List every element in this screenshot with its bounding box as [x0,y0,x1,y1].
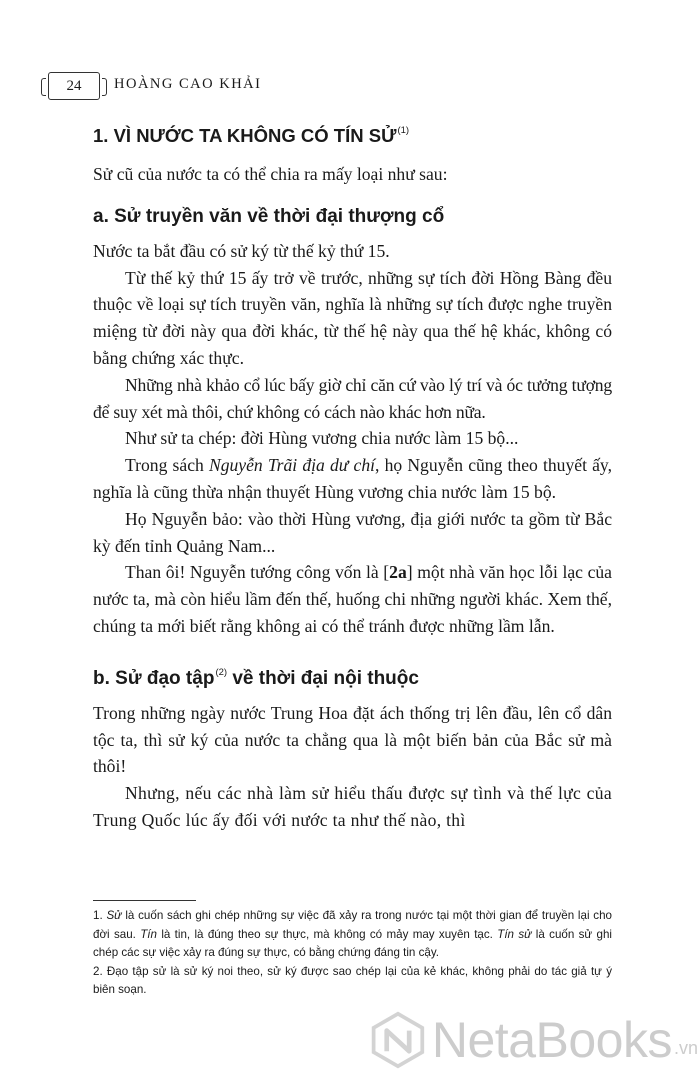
page-header [40,68,660,102]
paragraph-b1: Trong những ngày nước Trung Hoa đặt ách thống trị lên đầu, lên cổ dân tộc ta, thì sử ký của nước ta chẳng qua là một biến bản của Bắc sử mà thôi! [93,702,612,777]
footnote-ref-2[interactable]: (2) [215,666,228,678]
watermark [368,1000,698,1080]
footnote-ref-1[interactable]: (1) [397,125,410,136]
paragraph-b2: Nhưng, nếu các nhà làm sử hiểu thấu được sự tình và thế lực của Trung Quốc lúc ấy đối với nước ta như thế nào, thì [93,783,612,830]
paragraph-a7: Than ôi! Nguyễn tướng công vốn là [2a] một nhà văn học lỗi lạc của nước ta, mà còn hiểu lầm đến thế, huống chi những người khác. Xem thế, chúng ta mới biết rằng không ai có thể tránh được những lầm lẫn. [93,562,612,636]
paragraph-a4: Như sử ta chép: đời Hùng vương chia nước làm 15 bộ... [125,428,519,449]
footnote-2: 2. Đạo tập sử là sử ký noi theo, sử ký được sao chép lại của kẻ khác, không phải do tác giả tự ý biên soạn. [93,964,612,997]
paragraph-a1: Nước ta bắt đầu có sử ký từ thế kỷ thứ 15. [93,240,390,261]
subheading-b: b. Sử đạo tập$^{(2)}$ về thời đại nội thuộc [93,666,419,689]
watermark-suffix: .vn [673,1037,698,1058]
running-title: HOÀNG CAO KHẢI [114,76,262,92]
paragraph-a3: Những nhà khảo cổ lúc bấy giờ chỉ căn cứ vào lý trí và óc tưởng tượng để suy xét mà thôi, chứ không có cách nào khác hơn nữa. [93,374,612,422]
book-title: Nguyễn Trãi địa dư chí [208,455,376,476]
footnote-divider [93,900,196,901]
paragraph-a5: Trong sách Nguyễn Trãi địa dư chí, họ Nguyễn cũng theo thuyết ấy, nghĩa là cũng thừa nhận thuyết Hùng vương chia nước làm 15 bộ. [93,455,612,502]
section-heading-1: 1. VÌ NƯỚC TA KHÔNG CÓ TÍN SỬ$^{(1)}$ [93,125,410,146]
page-marker: 2a [389,562,407,583]
intro-paragraph: Sử cũ của nước ta có thể chia ra mấy loại như sau: [93,164,448,184]
footnotes [93,900,612,1000]
paragraph-a2: Từ thế kỷ thứ 15 ấy trở về trước, những sự tích đời Hồng Bàng đều thuộc về loại sự tích truyền văn, nghĩa là những sự tích được nghe truyền miệng từ đời này qua đời khác, từ thế hệ này qua thế hệ khác, không có bằng chứng xác thực. [93,267,612,368]
footnote-1: 1. Sử là cuốn sách ghi chép những sự việc đã xảy ra trong nước tại một thời gian để truyền lại cho đời sau. Tín là tin, là đúng theo sự thực, mà không có mảy may xuyên tạc. Tín sử là cuốn sử ghi chép các sự việc xảy ra đúng sự thực, có bằng chứng đáng tin cậy. [93,909,612,960]
watermark-brand: NetaBooks [431,1012,672,1068]
netabooks-logo-icon [368,1008,428,1072]
page-number: 24 [48,72,100,100]
paragraph-a6: Họ Nguyễn bảo: vào thời Hùng vương, địa giới nước ta gồm từ Bắc kỳ đến tỉnh Quảng Nam... [93,508,612,556]
page-body [93,118,612,834]
subheading-a: a. Sử truyền văn về thời đại thượng cổ [93,205,445,227]
